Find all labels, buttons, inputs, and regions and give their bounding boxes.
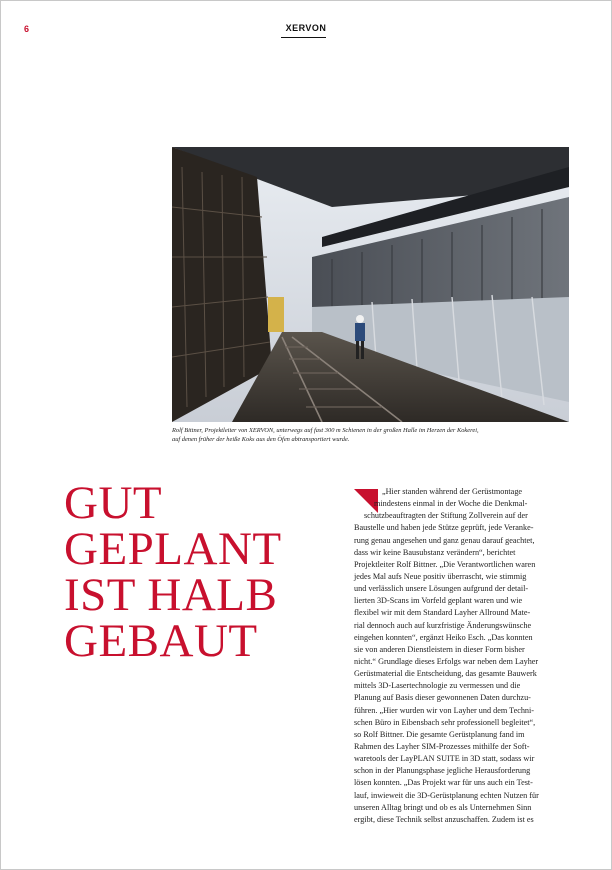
body-line: Rahmen des Layher SIM-Prozesses mithilfe der Soft- bbox=[354, 741, 530, 751]
headline-line: IST HALB bbox=[64, 569, 278, 621]
body-text bbox=[354, 486, 568, 826]
header-brand: XERVON bbox=[285, 23, 327, 33]
headline bbox=[64, 477, 294, 667]
body-line: rung genau angesehen und ganz genau darauf geachtet, bbox=[354, 535, 535, 545]
body-line: nicht.“ Grundlage dieses Erfolgs war neben dem Layher bbox=[354, 656, 539, 666]
body-line: Planung auf Basis dieser gewonnenen Daten durchzu- bbox=[354, 693, 531, 703]
body-line: flexibel wir mit dem Standard Layher Allround Mate- bbox=[354, 608, 531, 618]
body-line: so Rolf Bittner. Die gesamte Gerüstplanung fand im bbox=[354, 729, 525, 739]
body-line: schutzbeauftragten der Stiftung Zollverein auf der bbox=[364, 511, 528, 521]
body-line: führen. „Hier wurden wir von Layher und dem Techni- bbox=[354, 705, 535, 715]
body-line: mittels 3D-Lasertechnologie zu vermessen und die bbox=[354, 681, 521, 691]
headline-line: GEBAUT bbox=[64, 615, 258, 667]
body-line: sie von anderen Dienstleistern in dieser Form bisher bbox=[354, 644, 525, 654]
body-line: und verlässlich unsere Lösungen aufgrund der detail- bbox=[354, 584, 529, 594]
body-line: dass wir keine Bausubstanz verändern“, berichtet bbox=[354, 547, 516, 557]
body-line: Baustelle und haben jede Stütze geprüft, jede Veranke- bbox=[354, 523, 534, 533]
body-line: jedes Mal aufs Neue positiv überrascht, wie stimmig bbox=[354, 571, 527, 581]
photo-caption bbox=[172, 426, 572, 444]
railway-hall-photo bbox=[172, 147, 569, 422]
headline-line: GUT bbox=[64, 477, 163, 529]
body-line: Projektleiter Rolf Bittner. „Die Verantwortlichen waren bbox=[354, 559, 536, 569]
body-line: lösen konnten. „Das Projekt war für uns auch ein Test- bbox=[354, 778, 533, 788]
body-line: schon in der Planungsphase jegliche Herausforderung bbox=[354, 766, 531, 776]
caption-line: auf denen früher der heiße Koks aus den Öfen abtransportiert wurde. bbox=[172, 436, 350, 443]
body-line: Gerüstmaterial die Entscheidung, das gesamte Bauwerk bbox=[354, 669, 537, 679]
page-number: 6 bbox=[24, 24, 30, 34]
body-line: eingehen konnten“, ergänzt Heiko Esch. „Das konnten bbox=[354, 632, 533, 642]
body-line: ergibt, diese Technik selbst anzuschaffen. Zudem ist es bbox=[354, 814, 534, 824]
body-line: lierten 3D-Scans im Vorfeld geplant waren und wie bbox=[354, 596, 523, 606]
body-line: schen Büro in Eibensbach sehr professionell begleitet“, bbox=[354, 717, 536, 727]
body-line: „Hier standen während der Gerüstmontage bbox=[382, 487, 523, 496]
body-line: rial dennoch auch auf kurzfristige Änderungswünsche bbox=[354, 620, 532, 630]
header-rule bbox=[281, 37, 326, 38]
caption-line: Rolf Bittner, Projektleiter von XERVON, unterwegs auf fast 300 m Schienen in der großen Halle im Herzen der Kokerei, bbox=[172, 427, 479, 434]
body-line: unseren Alltag bringt und ob es als Unternehmen Sinn bbox=[354, 802, 532, 812]
body-line: mindestens einmal in der Woche die Denkmal- bbox=[374, 499, 528, 509]
body-line: waretools der LayPLAN SUITE in 3D statt, sodass wir bbox=[354, 754, 535, 764]
headline-line: GEPLANT bbox=[64, 523, 282, 575]
body-line: lauf, inwieweit die 3D-Gerüstplanung echten Nutzen für bbox=[354, 790, 539, 800]
